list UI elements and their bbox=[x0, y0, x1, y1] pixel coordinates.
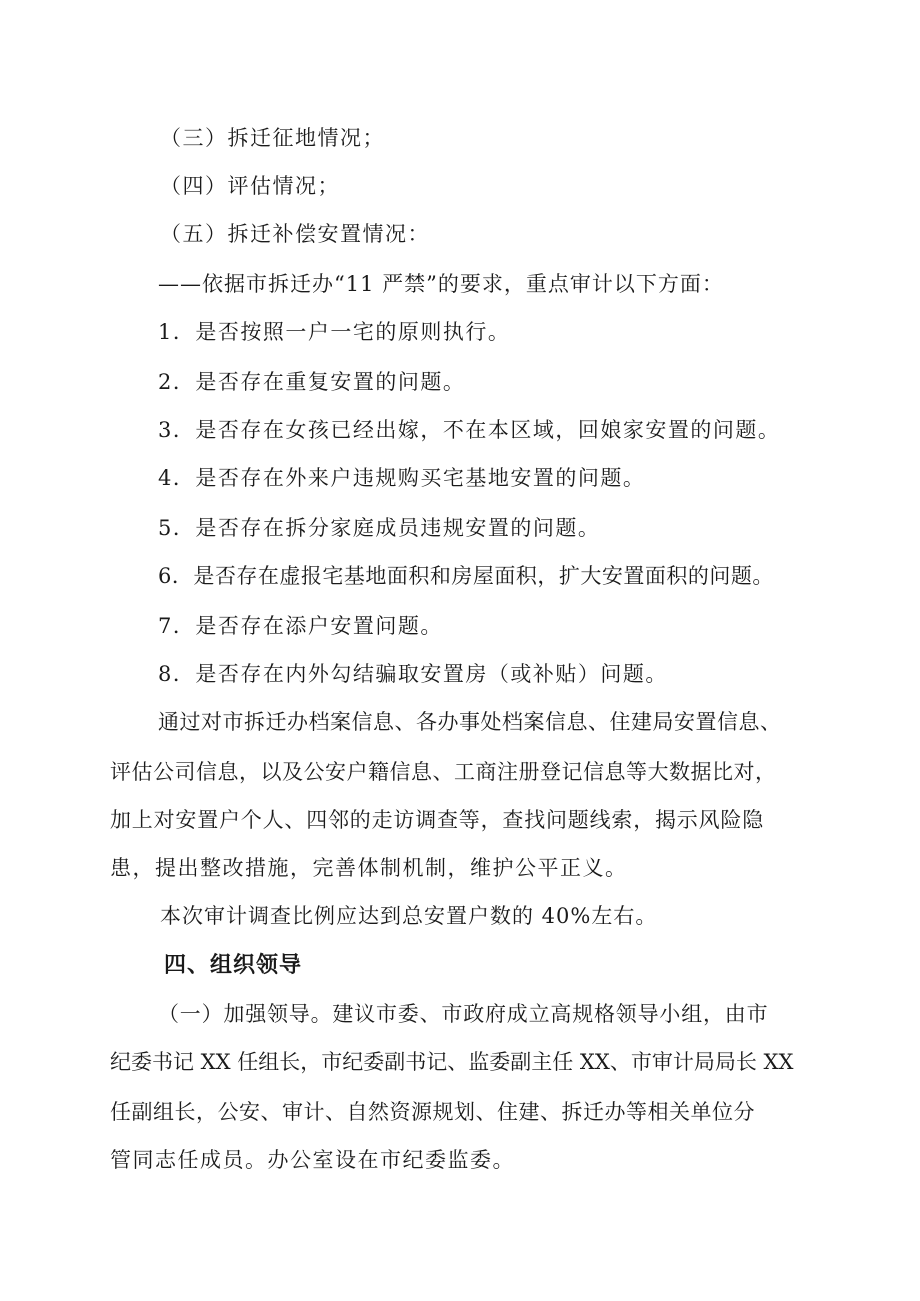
paragraph-data-compare-line-4: 患，提出整改措施，完善体制机制，维护公平正义。 bbox=[110, 856, 628, 880]
paragraph-leadership-line-1: （一）加强领导。建议市委、市政府成立高规格领导小组，由市 bbox=[158, 1002, 769, 1026]
intro-line: ——依据市拆迁办“11 严禁”的要求，重点审计以下方面： bbox=[158, 272, 724, 296]
item-assessment: （四）评估情况； bbox=[160, 174, 340, 198]
ratio-line: 本次审计调查比例应达到总安置户数的 40%左右。 bbox=[160, 904, 658, 928]
checklist-item-7: 7．是否存在添户安置问题。 bbox=[158, 614, 443, 638]
paragraph-leadership-line-3: 任副组长，公安、审计、自然资源规划、住建、拆迁办等相关单位分 bbox=[110, 1100, 755, 1124]
checklist-item-8: 8．是否存在内外勾结骗取安置房（或补贴）问题。 bbox=[158, 662, 668, 686]
checklist-item-6: 6．是否存在虚报宅基地面积和房屋面积，扩大安置面积的问题。 bbox=[158, 564, 774, 588]
checklist-item-4: 4．是否存在外来户违规购买宅基地安置的问题。 bbox=[158, 466, 646, 490]
paragraph-leadership-line-4: 管同志任成员。办公室设在市纪委监委。 bbox=[110, 1148, 515, 1172]
checklist-item-1: 1．是否按照一户一宅的原则执行。 bbox=[158, 320, 511, 344]
paragraph-data-compare-line-3: 加上对安置户个人、四邻的走访调查等，查找问题线索，揭示风险隐 bbox=[110, 808, 764, 832]
section-4-heading: 四、组织领导 bbox=[164, 953, 303, 978]
paragraph-data-compare-line-2: 评估公司信息，以及公安户籍信息、工商注册登记信息等大数据比对， bbox=[110, 760, 777, 784]
checklist-item-5: 5．是否存在拆分家庭成员违规安置的问题。 bbox=[158, 516, 601, 540]
item-compensation: （五）拆迁补偿安置情况： bbox=[160, 222, 430, 246]
paragraph-leadership-line-2: 纪委书记 XX 任组长，市纪委副书记、监委副主任 XX、市审计局局长 XX bbox=[110, 1050, 794, 1074]
checklist-item-3: 3．是否存在女孩已经出嫁，不在本区域，回娘家安置的问题。 bbox=[158, 418, 781, 442]
checklist-item-2: 2．是否存在重复安置的问题。 bbox=[158, 370, 466, 394]
item-demolition-land: （三）拆迁征地情况； bbox=[160, 126, 385, 150]
paragraph-data-compare-line-1: 通过对市拆迁办档案信息、各办事处档案信息、住建局安置信息、 bbox=[158, 710, 782, 734]
